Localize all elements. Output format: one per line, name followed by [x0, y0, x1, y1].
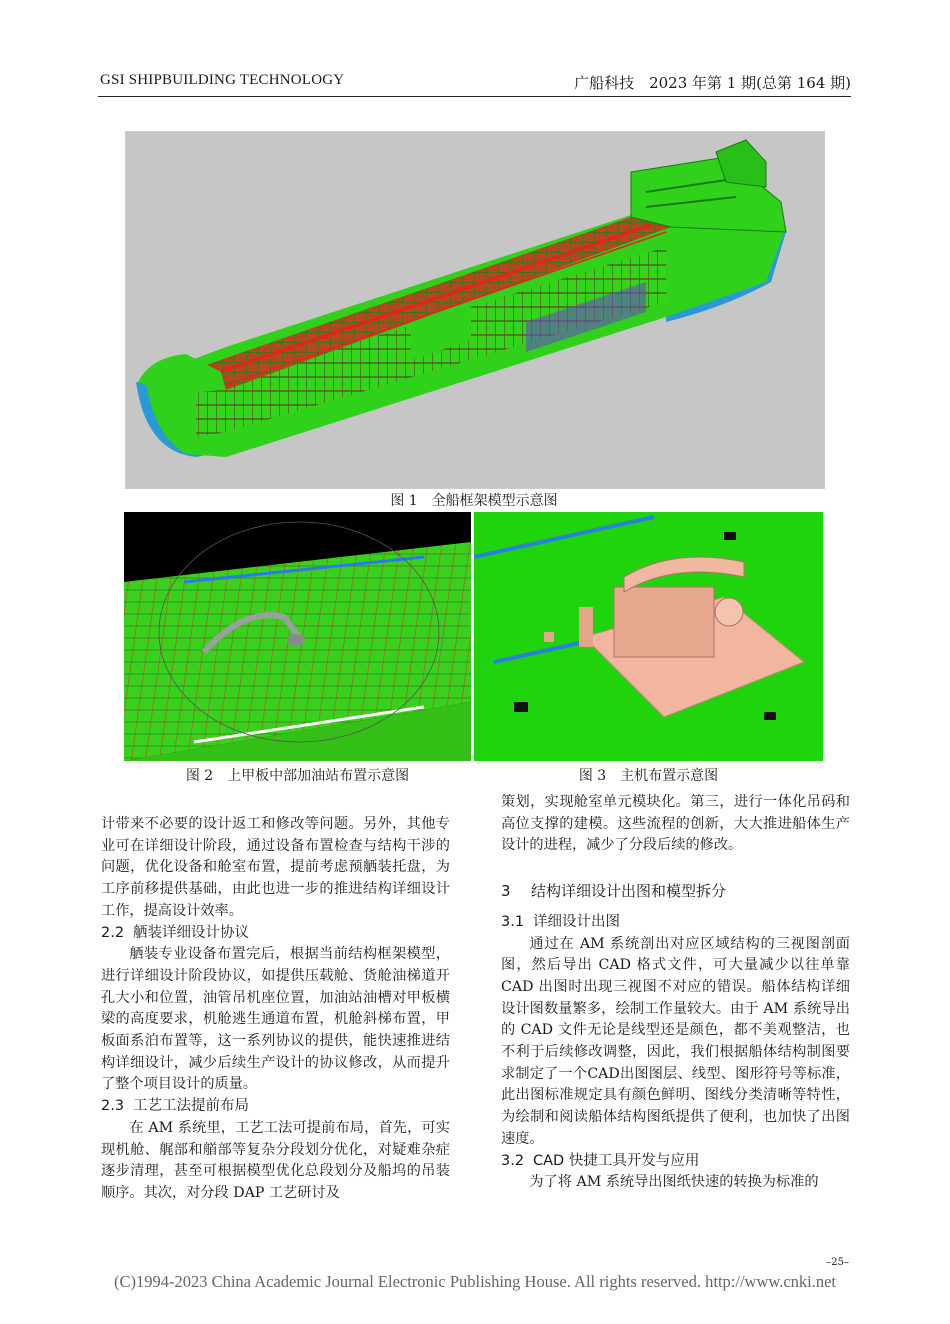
- right-column: [501, 792, 850, 1194]
- copyright-footer: (C)1994-2023 China Academic Journal Electronic Publishing House. All rights reserved. http://www.cnki.net: [113, 1272, 837, 1291]
- section-number: 3.1: [501, 913, 525, 930]
- section-3-heading: [501, 881, 850, 903]
- section-title: 工艺工法提前布局: [133, 1098, 249, 1115]
- section-number: 3.2: [501, 1152, 525, 1169]
- right-paragraph-1: 策划，实现舱室单元模块化。第三，进行一体化吊码和高位支撑的建模。这些流程的创新，大大推进船体生产设计的进程，减少了分段后续的修改。: [501, 794, 850, 854]
- journal-issue: [574, 72, 851, 93]
- left-paragraph-2: 舾装专业设备布置完后，根据当前结构框架模型，进行详细设计阶段协议，如提供压载舱、货舱油梯道开孔大小和位置，油管吊机座位置，加油站油槽对甲板横梁的高度要求，机舱逃生通道布置，机舱斜梯布置，甲板面系泊布置等，这一系列协议的提供，能快速推进结构详细设计，减少后续生产设计的协议修改，从而提升了整个项目设计的质量。: [101, 946, 450, 1093]
- header-rule: [98, 96, 851, 97]
- main-engine-illustration: [474, 512, 823, 761]
- ship-model-illustration: [126, 132, 824, 488]
- figure-3-engine-layout: [474, 512, 823, 761]
- section-3-2-heading: [501, 1151, 850, 1173]
- section-3-1-heading: [501, 912, 850, 934]
- section-number: 2.3: [101, 1098, 125, 1115]
- section-2-2-heading: [101, 923, 450, 945]
- section-title: CAD 快捷工具开发与应用: [533, 1152, 700, 1169]
- section-number: 3: [501, 882, 511, 901]
- figure-2-deck-layout: [124, 512, 471, 761]
- figure-1-caption: 图 1 全船框架模型示意图: [390, 493, 558, 509]
- journal-chinese-title: 广船科技: [574, 74, 635, 92]
- left-paragraph-1: 计带来不必要的设计返工和修改等问题。另外，其他专业可在详细设计阶段，通过设备布置检查与结构干涉的问题，优化设备和舱室布置，提前考虑预舾装托盘，为工序前移提供基础，由此也进一步的推进结构详细设计工作，提高设计效率。: [101, 816, 450, 919]
- deck-bunker-illustration: [124, 512, 471, 761]
- journal-english-title: GSI SHIPBUILDING TECHNOLOGY: [100, 72, 345, 88]
- figure-2-caption: 图 2 上甲板中部加油站布置示意图: [185, 768, 410, 784]
- section-title: 舾装详细设计协议: [133, 924, 249, 941]
- section-number: 2.2: [101, 924, 125, 941]
- figure-3-caption: 图 3 主机布置示意图: [578, 768, 719, 784]
- left-paragraph-3: 在 AM 系统里，工艺工法可提前布局，首先，可实现机舱、艉部和艏部等复杂分段划分优化，对疑难杂症逐步清理，甚至可根据模型优化总段划分及船坞的吊装顺序。其次，对分段 DAP 工艺研讨及: [101, 1119, 450, 1201]
- section-title: 详细设计出图: [533, 913, 620, 930]
- figure-1-ship-model: [125, 131, 825, 489]
- page-number: –25–: [826, 1257, 849, 1268]
- right-paragraph-2: 通过在 AM 系统剖出对应区域结构的三视图剖面图，然后导出 CAD 格式文件，可大量减少以往单靠 CAD 出图时出现三视图不对应的错误。船体结构详细设计图数量繁多，绘制工作量较大。由于 AM 系统导出的 CAD 文件无论是线型还是颜色，都不美观整洁，也不利于后续修改调整，因此，我们根据船体结构制图要求制定了一个CAD出图图层、线型、图形符号等标准，此出图标准规定具有颜色鲜明、图线分类清晰等特性，为绘制和阅读船体结构图纸提供了便利，也加快了出图速度。: [501, 935, 850, 1147]
- left-column: [101, 814, 450, 1205]
- section-title: 结构详细设计出图和模型拆分: [531, 882, 727, 901]
- right-paragraph-3: 为了将 AM 系统导出图纸快速的转换为标准的: [529, 1174, 819, 1191]
- section-2-3-heading: [101, 1096, 450, 1118]
- issue-number: 2023 年第 1 期(总第 164 期): [649, 74, 851, 92]
